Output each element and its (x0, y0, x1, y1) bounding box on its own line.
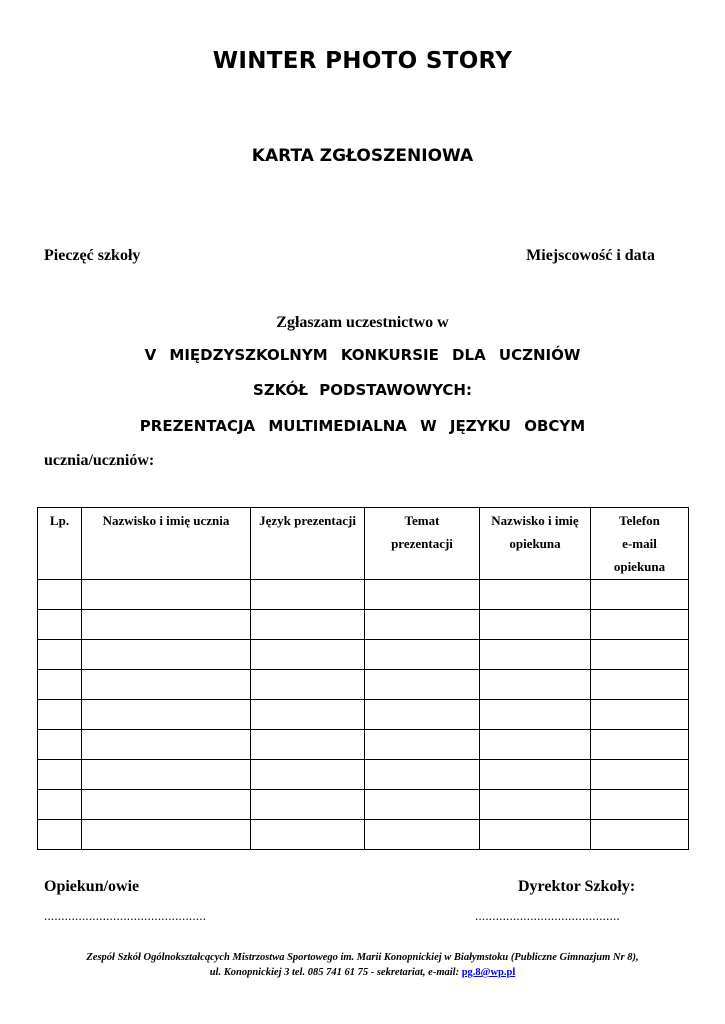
contact-cell[interactable] (591, 700, 689, 730)
students-label: ucznia/uczniów: (44, 452, 155, 469)
footer-address-line-2 (0, 967, 725, 978)
place-date-label: Miejscowość i data (526, 247, 655, 264)
language-cell[interactable] (251, 640, 365, 670)
guardian-name-cell[interactable] (480, 610, 591, 640)
footer-contact-text: ul. Konopnickiej 3 tel. 085 741 61 75 - sekretariat, e-mail: (209, 967, 462, 978)
language-cell[interactable] (251, 760, 365, 790)
contest-name-line-1: V MIĘDZYSZKOLNYM KONKURSIE DLA UCZNIÓW (144, 346, 581, 364)
contest-name-line-3: PREZENTACJA MULTIMEDIALNA W JĘZYKU OBCYM (139, 417, 586, 435)
student-name-cell[interactable] (82, 820, 251, 850)
table-row (38, 760, 689, 790)
form-subtitle: KARTA ZGŁOSZENIOWA (251, 146, 474, 166)
contact-cell[interactable] (591, 790, 689, 820)
table-row (38, 820, 689, 850)
header-topic (365, 508, 480, 580)
lp-cell[interactable] (38, 640, 82, 670)
lp-cell[interactable] (38, 730, 82, 760)
form-title: WINTER PHOTO STORY (212, 48, 513, 74)
director-signature-line: .......................................... (475, 908, 620, 923)
table-body (38, 580, 689, 850)
lp-cell[interactable] (38, 610, 82, 640)
table-row (38, 580, 689, 610)
student-name-cell[interactable] (82, 700, 251, 730)
guardian-name-cell[interactable] (480, 580, 591, 610)
header-lp (38, 508, 82, 580)
guardian-name-cell[interactable] (480, 730, 591, 760)
topic-cell[interactable] (365, 790, 480, 820)
student-name-cell[interactable] (82, 610, 251, 640)
topic-cell[interactable] (365, 820, 480, 850)
guardian-signature-line: ............................................... (44, 908, 207, 923)
topic-cell[interactable] (365, 700, 480, 730)
topic-cell[interactable] (365, 760, 480, 790)
header-student-name-text: Nazwisko i imię ucznia (102, 513, 230, 528)
header-contact (591, 508, 689, 580)
entry-table (37, 507, 689, 850)
lp-cell[interactable] (38, 580, 82, 610)
guardian-name-cell[interactable] (480, 790, 591, 820)
header-language (251, 508, 365, 580)
footer-email-link[interactable]: pg.8@wp.pl (461, 967, 516, 978)
declaration-text: Zgłaszam uczestnictwo w (276, 314, 449, 331)
topic-cell[interactable] (365, 730, 480, 760)
contest-name-line-2: SZKÓŁ PODSTAWOWYCH: (253, 381, 472, 399)
header-language-text: Język prezentacji (259, 513, 356, 528)
student-name-cell[interactable] (82, 730, 251, 760)
language-cell[interactable] (251, 820, 365, 850)
language-cell[interactable] (251, 670, 365, 700)
language-cell[interactable] (251, 580, 365, 610)
student-name-cell[interactable] (82, 580, 251, 610)
student-name-cell[interactable] (82, 640, 251, 670)
guardian-signature-label: Opiekun/owie (44, 878, 140, 895)
language-cell[interactable] (251, 730, 365, 760)
table-row (38, 640, 689, 670)
student-name-cell[interactable] (82, 670, 251, 700)
guardian-name-cell[interactable] (480, 700, 591, 730)
header-topic-line-1: Temat (404, 513, 440, 528)
guardian-name-cell[interactable] (480, 820, 591, 850)
header-student-name (82, 508, 251, 580)
contact-cell[interactable] (591, 670, 689, 700)
director-signature-label: Dyrektor Szkoły: (518, 878, 636, 895)
header-lp-text: Lp. (49, 513, 70, 528)
header-topic-line-2: prezentacji (391, 536, 453, 551)
topic-cell[interactable] (365, 670, 480, 700)
table-header-row (38, 508, 689, 580)
table-row (38, 790, 689, 820)
table-row (38, 670, 689, 700)
school-stamp-label: Pieczęć szkoły (44, 247, 141, 264)
contact-cell[interactable] (591, 820, 689, 850)
language-cell[interactable] (251, 700, 365, 730)
table-row (38, 610, 689, 640)
topic-cell[interactable] (365, 580, 480, 610)
header-guardian-name (480, 508, 591, 580)
lp-cell[interactable] (38, 700, 82, 730)
footer-address-line-1: Zespół Szkół Ogólnokształcących Mistrzostwa Sportowego im. Marii Konopnickiej w Białymstoku (Publiczne Gimnazjum Nr 8), (86, 952, 639, 963)
contact-cell[interactable] (591, 640, 689, 670)
guardian-name-cell[interactable] (480, 640, 591, 670)
contact-cell[interactable] (591, 730, 689, 760)
header-contact-line-1: Telefon (619, 513, 660, 528)
header-contact-line-3: opiekuna (613, 559, 666, 574)
contact-cell[interactable] (591, 760, 689, 790)
contact-cell[interactable] (591, 580, 689, 610)
language-cell[interactable] (251, 790, 365, 820)
table-row (38, 700, 689, 730)
table-row (38, 730, 689, 760)
student-name-cell[interactable] (82, 760, 251, 790)
topic-cell[interactable] (365, 610, 480, 640)
lp-cell[interactable] (38, 760, 82, 790)
header-guardian-line-2: opiekuna (509, 536, 561, 551)
header-contact-line-2: e-mail (622, 536, 657, 551)
lp-cell[interactable] (38, 790, 82, 820)
guardian-name-cell[interactable] (480, 760, 591, 790)
student-name-cell[interactable] (82, 790, 251, 820)
lp-cell[interactable] (38, 670, 82, 700)
language-cell[interactable] (251, 610, 365, 640)
lp-cell[interactable] (38, 820, 82, 850)
header-guardian-line-1: Nazwisko i imię (491, 513, 579, 528)
contact-cell[interactable] (591, 610, 689, 640)
guardian-name-cell[interactable] (480, 670, 591, 700)
topic-cell[interactable] (365, 640, 480, 670)
